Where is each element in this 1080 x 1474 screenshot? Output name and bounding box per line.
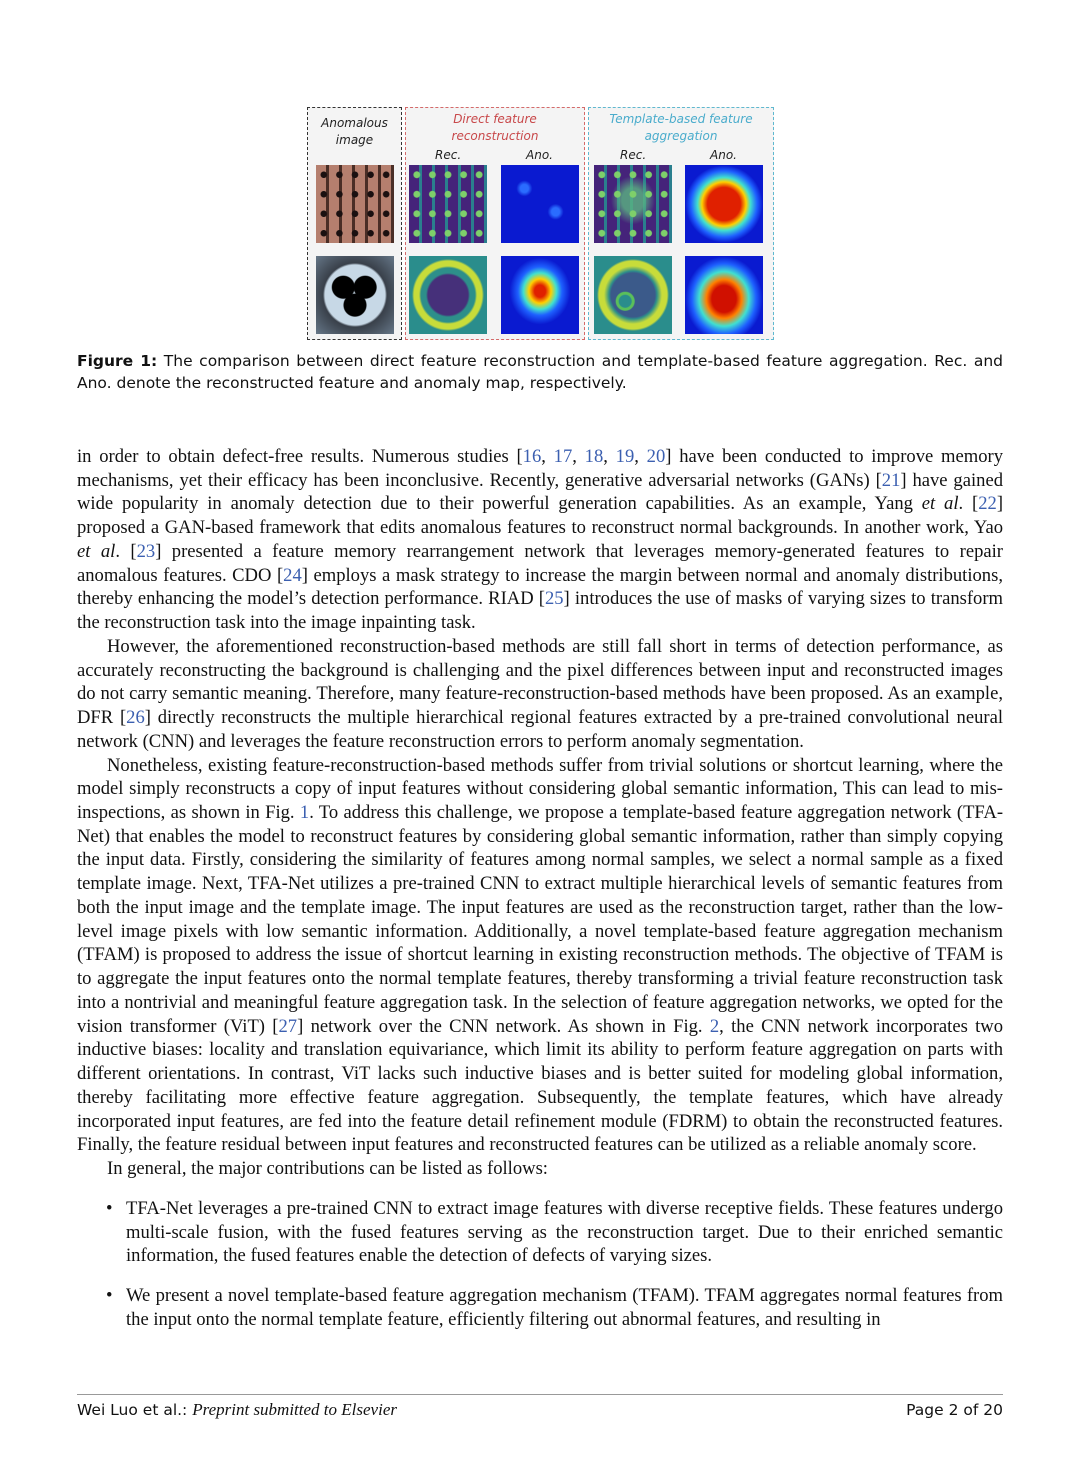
cap-direct-rec-image (409, 256, 487, 334)
figure-caption (77, 350, 1003, 394)
text-run: In general, the major contributions can be listed as follows: (107, 1158, 548, 1180)
paragraph (77, 445, 1003, 635)
text-run: ] presented a feature memory rearrangement network that leverages memory-generated features to repair anomalous features. CDO [ (77, 540, 1003, 586)
page-footer (77, 1380, 1003, 1420)
text-run: ] employs a mask strategy to increase the margin between normal and anomaly distributions, thereby enhancing the model’s detection performance. RIAD [ (77, 564, 1003, 610)
citation-link[interactable]: 18 (584, 446, 604, 467)
citation-link[interactable]: 16 (522, 446, 542, 467)
caption-label: Figure 1: (77, 352, 158, 370)
citation-link[interactable]: 25 (544, 588, 564, 610)
ano-label: Ano. (710, 148, 737, 162)
citation-link[interactable]: 19 (615, 446, 635, 467)
list-item (126, 1197, 1003, 1268)
citation-link[interactable]: 26 (126, 707, 145, 729)
paragraph (77, 1157, 1003, 1181)
text-run: in order to obtain defect-free results. Numerous studies [ (77, 446, 523, 467)
text-run: ] introduces the use of masks of varying sizes to transform the reconstruction task into the image inpainting task. (77, 588, 1003, 634)
citation-link[interactable]: 24 (283, 564, 302, 586)
text-run: ] have been conducted to improve memory mechanisms, yet their efficacy has been inconclusive. Recently, generative adversarial networks (GANs) [ (77, 446, 1003, 491)
cap-template-rec-image (594, 256, 672, 334)
citation-link[interactable]: 17 (553, 446, 573, 467)
contribution-list (77, 1197, 1003, 1332)
text-run: However, the aforementioned reconstruction-based methods are still fall short in terms of detection performance, as accurately reconstructing the background is challenging and the pixel differences between input and reconstructed images do not carry semantic meaning. Therefore, many feature-reconstruction-based methods have been proposed. As an example, DFR [ (77, 635, 1003, 729)
italic-text: et al (921, 493, 959, 515)
text-run: , (572, 446, 585, 467)
cap-direct-ano-map (501, 256, 579, 334)
panel-title: Direct feature reconstruction (451, 112, 539, 143)
body-text (77, 445, 1003, 1331)
text-run: . To address this challenge, we propose a template-based feature aggregation network (TFA-Net) that enables the model to reconstruct features by considering global semantic information, rather than simply copying the input data. Firstly, considering the similarity of features among normal samples, we select a normal sample as a fixed template image. Next, TFA-Net utilizes a pre-trained CNN to extract multiple hierarchical levels of semantic features from both the input image and the template image. The input features are used as the reconstruction target, rather than the low-level image pixels with low semantic information. Additionally, a novel template-based feature aggregation mechanism (TFAM) is proposed to address the issue of shortcut learning in existing reconstruction methods. The objective of TFAM is to aggregate the input features onto the normal template features, thereby transforming a trivial feature reconstruction task into a nontrivial and meaningful feature aggregation task. In the selection of feature aggregation networks, we opted for the vision transformer (ViT) [ (77, 802, 1004, 1037)
text-run: , (603, 446, 616, 467)
page-content (77, 350, 1003, 1420)
paragraph (77, 754, 1003, 1157)
text-run: TFA-Net leverages a pre-trained CNN to extract image features with diverse receptive fields. These features undergo multi-scale fusion, with the fused features serving as the reconstruction target. Due to their enriched semantic information, the fused features enable the detection of defects of varying sizes. (126, 1197, 1003, 1267)
pcb-template-ano-map (685, 165, 763, 243)
cap-anomalous-image (316, 256, 394, 334)
paragraph (77, 635, 1003, 754)
footer-left (77, 1400, 397, 1420)
caption-text: The comparison between direct feature reconstruction and template-based feature aggregation. Rec. and Ano. denote the reconstructed feature and anomaly map, respectively. (77, 352, 1003, 392)
text-run: , the CNN network incorporates two inductive biases: locality and translation equivariance, which limit its ability to perform feature aggregation on parts with different orientations. In contrast, ViT lacks such inductive biases and is better suited for modeling global information, thereby facilitating more effective feature aggregation. Subsequently, the template features, which have already incorporated input features, are fed into the feature detail refinement module (FDRM) to obtain the reconstructed features. Finally, the feature residual between input features and reconstructed features can be utilized as a reliable anomaly score. (77, 1015, 1003, 1156)
pcb-anomalous-image (316, 165, 394, 243)
text-run: We present a novel template-based feature aggregation mechanism (TFAM). TFAM aggregates normal features from the input onto the normal template feature, efficiently filtering out abnormal features, and resulting in (126, 1284, 1003, 1330)
citation-link[interactable]: 20 (646, 446, 666, 467)
pcb-direct-ano-map (501, 165, 579, 243)
footer-authors: Wei Luo et al.: (77, 1401, 188, 1419)
footer-line (77, 1395, 1003, 1420)
citation-link[interactable]: 22 (978, 493, 997, 515)
panel-title: Anomalous image (321, 116, 388, 147)
citation-link[interactable]: 23 (136, 540, 156, 562)
italic-text: et al (77, 540, 116, 562)
list-item (126, 1284, 1003, 1331)
footer-journal: Preprint submitted to Elsevier (192, 1400, 397, 1419)
text-run: , (634, 446, 647, 467)
text-run: ] network over the CNN network. As shown in Fig. (297, 1015, 710, 1037)
citation-link[interactable]: 21 (881, 469, 901, 491)
text-run: ] have gained wide popularity in anomaly detection due to their powerful generation capabilities. As an example, Yang (77, 469, 1003, 515)
figure-1 (0, 107, 1080, 347)
text-run: ] directly reconstructs the multiple hierarchical regional features extracted by a pre-trained convolutional neural network (CNN) and leverages the feature reconstruction errors to perform anomaly segmentation. (77, 707, 1003, 752)
text-run: . [ (958, 493, 979, 515)
cap-template-ano-map (685, 256, 763, 334)
ano-label: Ano. (526, 148, 553, 162)
footer-page-number: Page 2 of 20 (906, 1401, 1003, 1419)
citation-link[interactable]: 2 (709, 1015, 720, 1037)
pcb-direct-rec-image (409, 165, 487, 243)
rec-label: Rec. (620, 148, 647, 162)
rec-label: Rec. (435, 148, 462, 162)
text-run: ] proposed a GAN-based framework that edits anomalous features to reconstruct normal backgrounds. In another work, Yao (77, 493, 1004, 539)
pcb-template-rec-image (594, 165, 672, 243)
panel-title: Template-based feature aggregation (609, 112, 753, 143)
text-run: , (541, 446, 554, 467)
citation-link[interactable]: 1 (299, 802, 310, 824)
text-run: Nonetheless, existing feature-reconstruction-based methods suffer from trivial solutions or shortcut learning, where the model simply reconstructs a copy of input features without considering global semantic information, This can lead to mis-inspections, as shown in Fig. (77, 754, 1003, 824)
text-run: . [ (115, 540, 137, 562)
citation-link[interactable]: 27 (278, 1015, 298, 1037)
